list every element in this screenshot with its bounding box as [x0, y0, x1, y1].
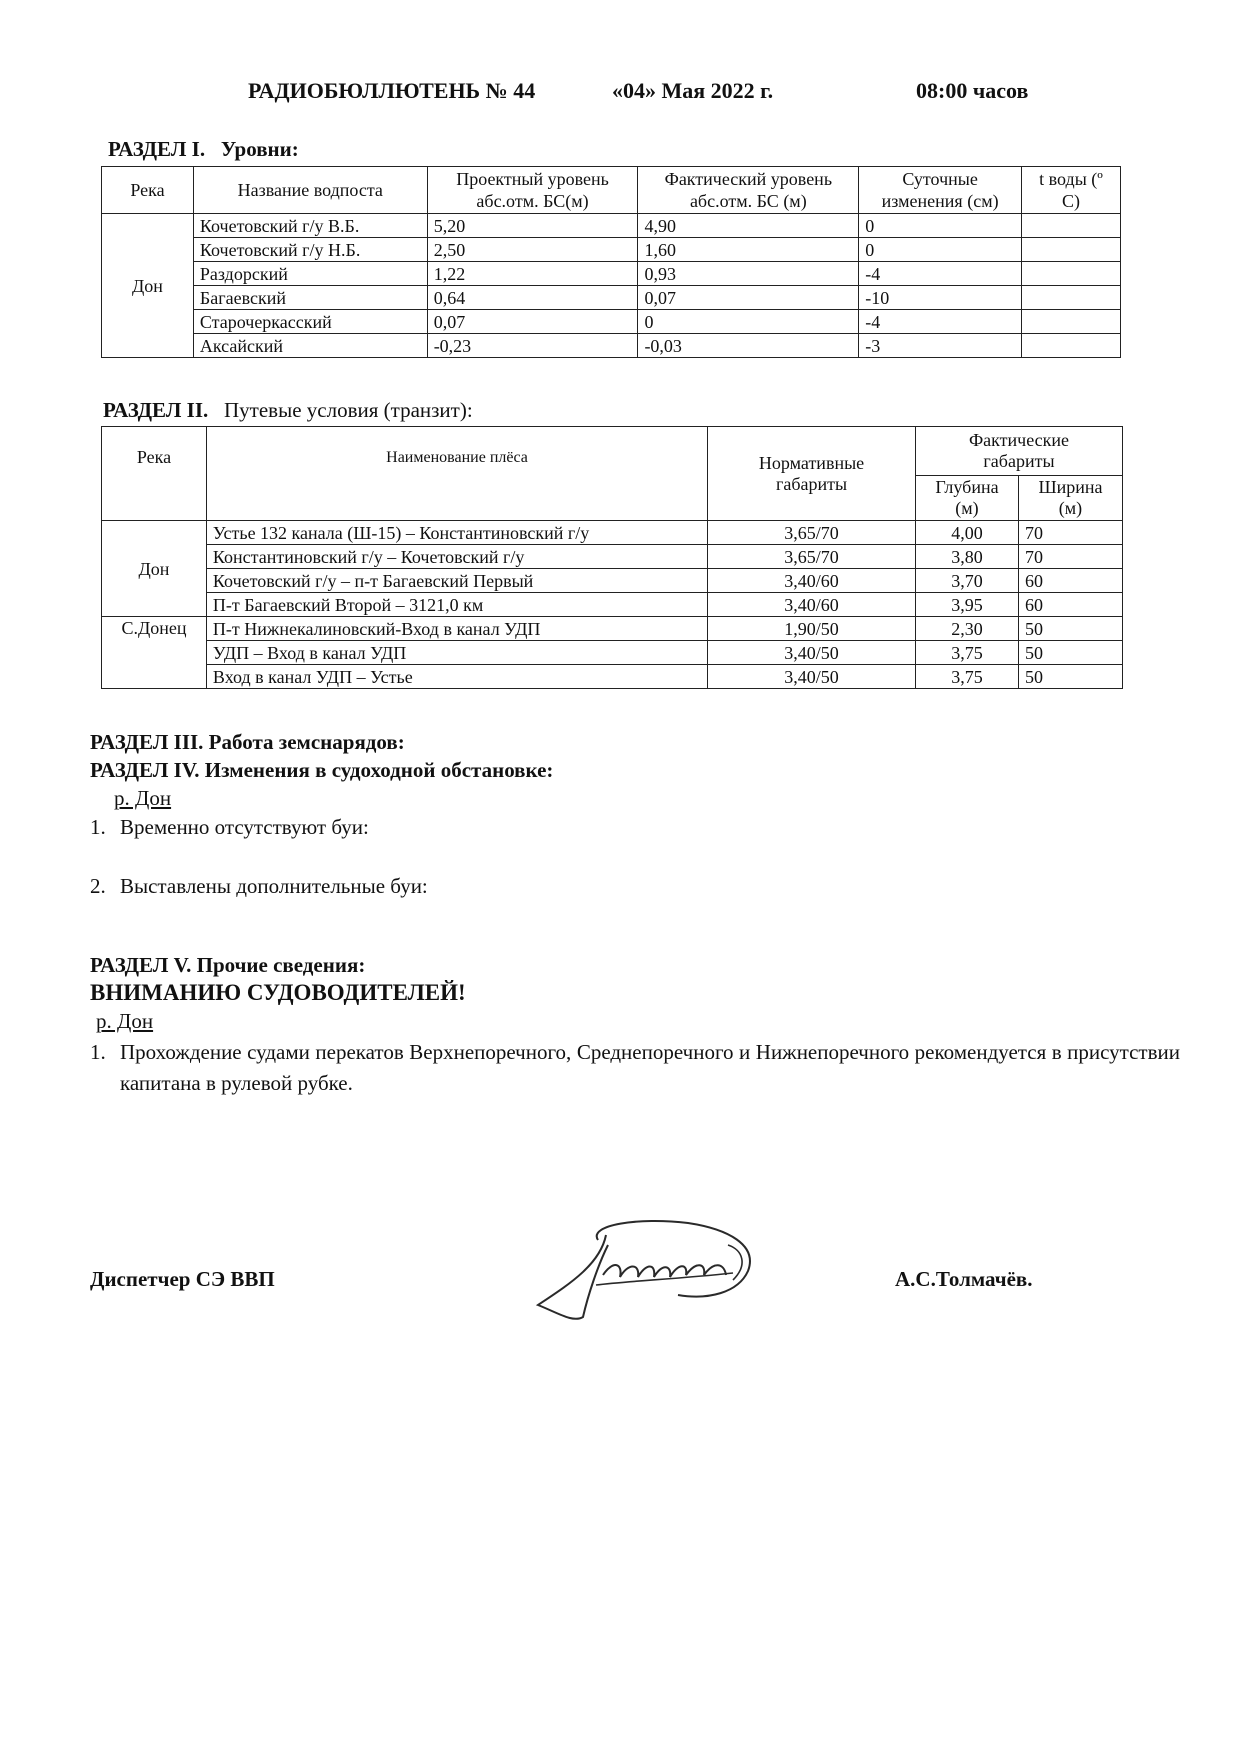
design-level: 0,64	[427, 286, 638, 310]
reach-name: Константиновский г/у – Кочетовский г/у	[206, 545, 707, 569]
normative-dims: 1,90/50	[708, 617, 916, 641]
col-daily-change: Суточные изменения (см)	[859, 167, 1022, 214]
actual-width: 60	[1018, 569, 1122, 593]
table-row	[102, 334, 1121, 358]
station-name: Кочетовский г/у Н.Б.	[193, 238, 427, 262]
actual-width: 60	[1018, 593, 1122, 617]
list-item	[90, 815, 369, 840]
levels-table	[101, 166, 1121, 358]
table-row	[102, 286, 1121, 310]
normative-dims: 3,65/70	[708, 545, 916, 569]
list-number: 1.	[90, 1040, 106, 1064]
table-row	[102, 593, 1123, 617]
design-level: -0,23	[427, 334, 638, 358]
daily-change: 0	[859, 214, 1022, 238]
water-temp	[1022, 334, 1121, 358]
actual-level: 0	[638, 310, 859, 334]
col-design-level: Проектный уровень абс.отм. БС(м)	[427, 167, 638, 214]
water-temp	[1022, 238, 1121, 262]
section1-heading	[108, 137, 299, 162]
col-depth: Глубина (м)	[915, 476, 1018, 521]
actual-depth: 3,95	[915, 593, 1018, 617]
daily-change: -3	[859, 334, 1022, 358]
river-cell: С.Донец	[102, 617, 207, 689]
design-level: 1,22	[427, 262, 638, 286]
section1-title: Уровни:	[220, 137, 299, 161]
list-number: 1.	[90, 815, 106, 839]
list-number: 2.	[90, 874, 106, 898]
reach-name: Вход в канал УДП – Устье	[206, 665, 707, 689]
route-header-row	[102, 427, 1123, 476]
actual-level: 0,93	[638, 262, 859, 286]
station-name: Багаевский	[193, 286, 427, 310]
col-station: Название водпоста	[193, 167, 427, 214]
table-row	[102, 641, 1123, 665]
section3-title: РАЗДЕЛ III. Работа земснарядов:	[90, 730, 405, 754]
section2-title: Путевые условия (транзит):	[224, 398, 473, 422]
reach-name: Кочетовский г/у – п-т Багаевский Первый	[206, 569, 707, 593]
position-label: Диспетчер СЭ ВВП	[90, 1267, 275, 1291]
design-level: 0,07	[427, 310, 638, 334]
section1-label: РАЗДЕЛ I.	[108, 137, 206, 161]
bulletin-date: «04» Мая 2022 г.	[612, 78, 774, 103]
actual-width: 50	[1018, 617, 1122, 641]
normative-dims: 3,40/60	[708, 593, 916, 617]
station-name: Раздорский	[193, 262, 427, 286]
actual-level: -0,03	[638, 334, 859, 358]
daily-change: -4	[859, 262, 1022, 286]
station-name: Старочеркасский	[193, 310, 427, 334]
table-row	[102, 238, 1121, 262]
bulletin-time: 08:00 часов	[916, 78, 1029, 103]
daily-change: 0	[859, 238, 1022, 262]
section2-heading	[103, 398, 473, 423]
section5-river: р. Дон	[96, 1009, 154, 1033]
actual-width: 50	[1018, 641, 1122, 665]
station-name: Кочетовский г/у В.Б.	[193, 214, 427, 238]
section5-title: РАЗДЕЛ V. Прочие сведения:	[90, 953, 366, 977]
table-row	[102, 617, 1123, 641]
col-actual-level: Фактический уровень абс.отм. БС (м)	[638, 167, 859, 214]
levels-header-row	[102, 167, 1121, 214]
table-row	[102, 214, 1121, 238]
list-text: Временно отсутствуют буи:	[120, 815, 369, 839]
design-level: 2,50	[427, 238, 638, 262]
reach-name: Устье 132 канала (Ш-15) – Константиновский г/у	[206, 521, 707, 545]
table-row	[102, 569, 1123, 593]
list-item	[90, 1037, 1180, 1099]
col-water-temp: t воды (º С)	[1022, 167, 1121, 214]
water-temp	[1022, 214, 1121, 238]
normative-dims: 3,40/50	[708, 665, 916, 689]
list-text: Прохождение судами перекатов Верхнепоречного, Среднепоречного и Нижнепоречного рекомендуется в присутствии капитана в рулевой рубке.	[120, 1040, 1180, 1095]
actual-level: 1,60	[638, 238, 859, 262]
reach-name: П-т Нижнекалиновский-Вход в канал УДП	[206, 617, 707, 641]
signatory-name: А.С.Толмачёв.	[895, 1267, 1033, 1291]
actual-level: 0,07	[638, 286, 859, 310]
normative-dims: 3,40/60	[708, 569, 916, 593]
design-level: 5,20	[427, 214, 638, 238]
daily-change: -10	[859, 286, 1022, 310]
actual-level: 4,90	[638, 214, 859, 238]
bulletin-title: РАДИОБЮЛЛЮТЕНЬ № 44	[248, 78, 536, 103]
col-river: Река	[102, 167, 194, 214]
section2-label: РАЗДЕЛ II.	[103, 398, 209, 422]
col-actual-dims: Фактические габариты	[915, 427, 1122, 476]
reach-name: УДП – Вход в канал УДП	[206, 641, 707, 665]
table-row	[102, 262, 1121, 286]
signature-image	[528, 1205, 768, 1335]
normative-dims: 3,40/50	[708, 641, 916, 665]
actual-width: 70	[1018, 521, 1122, 545]
water-temp	[1022, 286, 1121, 310]
river-cell: Дон	[102, 521, 207, 617]
col-reach: Наименование плёса	[206, 427, 707, 521]
table-row	[102, 521, 1123, 545]
station-name: Аксайский	[193, 334, 427, 358]
water-temp	[1022, 310, 1121, 334]
col-width: Ширина (м)	[1018, 476, 1122, 521]
actual-width: 50	[1018, 665, 1122, 689]
actual-depth: 3,75	[915, 665, 1018, 689]
actual-depth: 3,75	[915, 641, 1018, 665]
table-row	[102, 665, 1123, 689]
river-cell: Дон	[102, 214, 194, 358]
actual-depth: 3,80	[915, 545, 1018, 569]
water-temp	[1022, 262, 1121, 286]
actual-width: 70	[1018, 545, 1122, 569]
actual-depth: 3,70	[915, 569, 1018, 593]
reach-name: П-т Багаевский Второй – 3121,0 км	[206, 593, 707, 617]
attention-heading: ВНИМАНИЮ СУДОВОДИТЕЛЕЙ!	[90, 980, 466, 1005]
list-item	[90, 874, 428, 899]
section4-title: РАЗДЕЛ IV. Изменения в судоходной обстановке:	[90, 758, 554, 782]
col-normative: Нормативные габариты	[708, 427, 916, 521]
normative-dims: 3,65/70	[708, 521, 916, 545]
section4-river: р. Дон	[114, 786, 172, 810]
route-table	[101, 426, 1123, 689]
table-row	[102, 545, 1123, 569]
actual-depth: 4,00	[915, 521, 1018, 545]
table-row	[102, 310, 1121, 334]
list-text: Выставлены дополнительные буи:	[120, 874, 428, 898]
actual-depth: 2,30	[915, 617, 1018, 641]
daily-change: -4	[859, 310, 1022, 334]
col-river: Река	[102, 427, 207, 521]
